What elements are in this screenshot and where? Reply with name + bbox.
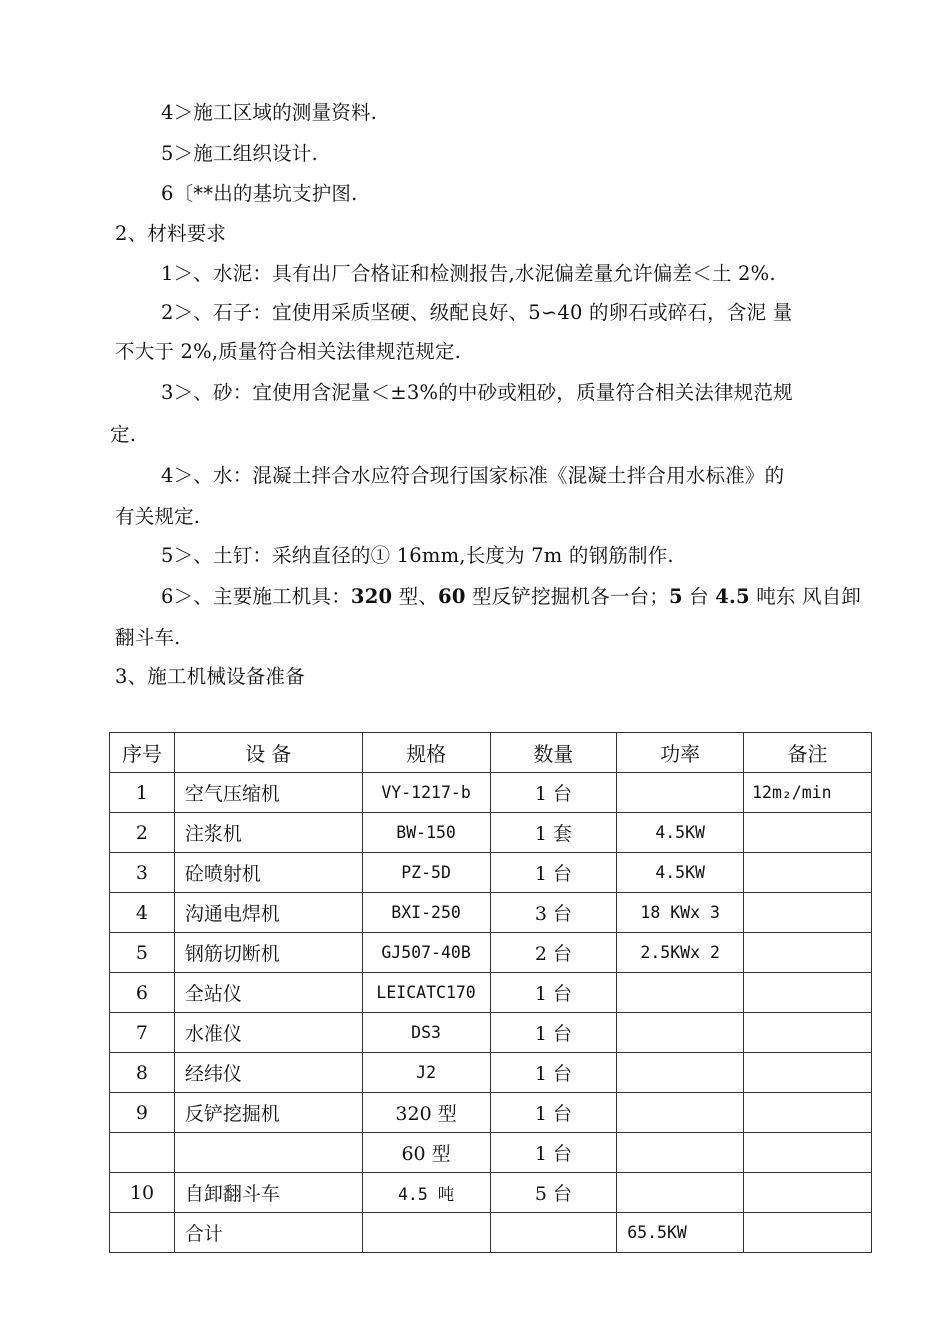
cell-no: 2 — [110, 813, 175, 853]
cell-no: 9 — [110, 1093, 175, 1133]
cell-device: 经纬仪 — [174, 1053, 362, 1093]
header-note: 备注 — [744, 733, 872, 773]
table-row — [110, 1213, 872, 1253]
cell-no — [110, 1213, 175, 1253]
cell-no: 10 — [110, 1173, 175, 1213]
header-power: 功率 — [617, 733, 744, 773]
cell-qty: 1 台 — [490, 1053, 617, 1093]
cell-note — [744, 893, 872, 933]
cell-device: 水准仪 — [174, 1013, 362, 1053]
header-no: 序号 — [110, 733, 175, 773]
cell-no: 4 — [110, 893, 175, 933]
cell-note: 12m₂/min — [744, 773, 872, 813]
cell-qty: 1 台 — [490, 773, 617, 813]
material-machinery-line2: 翻斗车. — [115, 626, 181, 649]
cell-spec: GJ507-40B — [362, 933, 490, 973]
machinery-model-60: 60 — [438, 585, 466, 608]
cell-power: 4.5KW — [617, 853, 744, 893]
cell-spec: 320 型 — [362, 1093, 490, 1133]
machinery-text: 型、 — [392, 585, 439, 608]
cell-power — [617, 1053, 744, 1093]
cell-no: 3 — [110, 853, 175, 893]
table-row — [110, 1093, 872, 1133]
table-row — [110, 853, 872, 893]
header-device: 设 备 — [174, 733, 362, 773]
cell-qty: 2 台 — [490, 933, 617, 973]
cell-qty: 1 台 — [490, 1013, 617, 1053]
cell-note — [744, 1213, 872, 1253]
table-row — [110, 893, 872, 933]
cell-note — [744, 813, 872, 853]
cell-spec: PZ-5D — [362, 853, 490, 893]
cell-power: 2.5KWx 2 — [617, 933, 744, 973]
material-machinery-line1 — [161, 581, 861, 609]
material-stone-line1: 2＞、石子：宜使用采质坚硬、级配良好、5∽40 的卵石或碎石，含泥 量 — [161, 301, 793, 324]
cell-no: 1 — [110, 773, 175, 813]
cell-spec: BW-150 — [362, 813, 490, 853]
material-soil-nail: 5＞、土钉：采纳直径的① 16mm,长度为 7m 的钢筋制作. — [161, 544, 674, 567]
table-row — [110, 1133, 872, 1173]
table-header-row — [110, 733, 872, 773]
cell-device: 砼喷射机 — [174, 853, 362, 893]
cell-spec: DS3 — [362, 1013, 490, 1053]
cell-power — [617, 1173, 744, 1213]
material-water-line1: 4＞、水：混凝土拌合水应符合现行国家标准《混凝土拌合用水标准》的 — [161, 464, 785, 487]
machinery-count-5: 5 — [669, 585, 683, 608]
cell-power — [617, 773, 744, 813]
cell-spec — [362, 1213, 490, 1253]
header-qty: 数量 — [490, 733, 617, 773]
cell-no: 6 — [110, 973, 175, 1013]
cell-note — [744, 1173, 872, 1213]
table-row — [110, 813, 872, 853]
cell-spec: BXI-250 — [362, 893, 490, 933]
cell-spec: 60 型 — [362, 1133, 490, 1173]
cell-device: 自卸翻斗车 — [174, 1173, 362, 1213]
cell-no: 8 — [110, 1053, 175, 1093]
material-cement: 1＞、水泥：具有出厂合格证和检测报告,水泥偏差量允许偏差＜土 2%. — [161, 262, 776, 285]
table-row — [110, 1173, 872, 1213]
cell-device — [174, 1133, 362, 1173]
cell-device: 钢筋切断机 — [174, 933, 362, 973]
cell-device: 全站仪 — [174, 973, 362, 1013]
cell-spec: LEICATC170 — [362, 973, 490, 1013]
cell-qty — [490, 1213, 617, 1253]
cell-spec: 4.5 吨 — [362, 1173, 490, 1213]
cell-spec: VY-1217-b — [362, 773, 490, 813]
material-stone-line2: 不大于 2%,质量符合相关法律规范规定. — [115, 340, 462, 363]
cell-note — [744, 1133, 872, 1173]
cell-power — [617, 1133, 744, 1173]
item-construction-design: 5＞施工组织设计. — [161, 142, 318, 165]
table-row — [110, 1053, 872, 1093]
material-sand-line1: 3＞、砂：宜使用含泥量＜±3%的中砂或粗砂，质量符合相关法律规范规 — [161, 381, 793, 404]
cell-device: 沟通电焊机 — [174, 893, 362, 933]
equipment-table — [109, 732, 872, 1253]
cell-note — [744, 853, 872, 893]
section-heading-equipment: 3、施工机械设备准备 — [115, 665, 305, 688]
cell-power — [617, 1093, 744, 1133]
cell-qty: 1 套 — [490, 813, 617, 853]
cell-note — [744, 933, 872, 973]
cell-power — [617, 973, 744, 1013]
cell-power: 4.5KW — [617, 813, 744, 853]
cell-note — [744, 1093, 872, 1133]
material-sand-line2: 定. — [110, 423, 137, 446]
cell-no: 7 — [110, 1013, 175, 1053]
cell-device: 合计 — [174, 1213, 362, 1253]
cell-note — [744, 1053, 872, 1093]
material-water-line2: 有关规定. — [115, 505, 201, 528]
cell-spec: J2 — [362, 1053, 490, 1093]
cell-qty: 1 台 — [490, 853, 617, 893]
cell-power: 18 KWx 3 — [617, 893, 744, 933]
table-row — [110, 773, 872, 813]
machinery-text: 6＞、主要施工机具： — [161, 585, 351, 608]
cell-note — [744, 973, 872, 1013]
machinery-model-320: 320 — [350, 585, 393, 608]
cell-power — [617, 1013, 744, 1053]
cell-power: 65.5KW — [617, 1213, 744, 1253]
cell-qty: 1 台 — [490, 1133, 617, 1173]
cell-note — [744, 1013, 872, 1053]
table-row — [110, 1013, 872, 1053]
machinery-tonnage: 4.5 — [715, 585, 750, 608]
machinery-text: 台 — [682, 585, 716, 608]
header-spec: 规格 — [362, 733, 490, 773]
cell-device: 空气压缩机 — [174, 773, 362, 813]
cell-qty: 1 台 — [490, 1093, 617, 1133]
cell-device: 注浆机 — [174, 813, 362, 853]
cell-qty: 3 台 — [490, 893, 617, 933]
table-row — [110, 973, 872, 1013]
cell-device: 反铲挖掘机 — [174, 1093, 362, 1133]
machinery-text: 型反铲挖掘机各一台； — [465, 585, 669, 608]
cell-qty: 5 台 — [490, 1173, 617, 1213]
item-pit-support-drawing: 6〔**出的基坑支护图. — [161, 182, 358, 205]
cell-no: 5 — [110, 933, 175, 973]
table-row — [110, 933, 872, 973]
item-survey-data: 4＞施工区域的测量资料. — [161, 101, 378, 124]
section-heading-materials: 2、材料要求 — [115, 222, 227, 245]
cell-no — [110, 1133, 175, 1173]
cell-qty: 1 台 — [490, 973, 617, 1013]
machinery-text: 吨东 风自卸 — [749, 585, 862, 608]
